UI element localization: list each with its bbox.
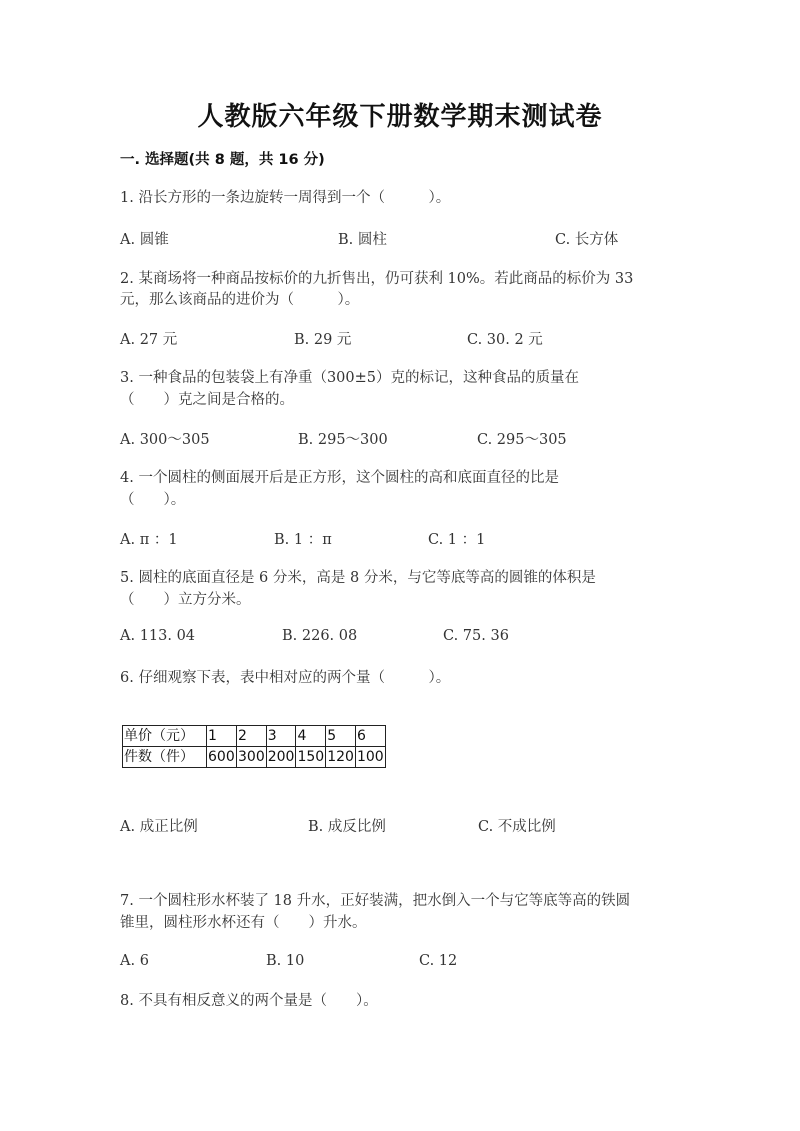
question-4-option-a: A. π ：1 (120, 532, 178, 548)
table-cell: 100 (355, 747, 385, 768)
question-1-text: 1. 沿长方形的一条边旋转一周得到一个（ ）。 (120, 190, 451, 206)
question-3-text-line-2: （ ）克之间是合格的。 (120, 392, 294, 408)
question-4-text-line-2: （ ）。 (120, 492, 186, 508)
table-cell: 200 (266, 747, 296, 768)
question-1-option-a: A. 圆锥 (120, 232, 169, 248)
table-cell: 6 (355, 726, 385, 747)
question-3-option-b: B. 295～300 (298, 432, 388, 448)
question-4-option-c: C. 1 ：1 (428, 532, 486, 548)
table-row-label: 单价（元） (123, 726, 207, 747)
table-cell: 150 (296, 747, 326, 768)
question-6-option-c: C. 不成比例 (478, 819, 556, 835)
question-6-option-a: A. 成正比例 (120, 819, 198, 835)
question-7-text-line-1: 7. 一个圆柱形水杯装了 18 升水，正好装满，把水倒入一个与它等底等高的铁圆 (120, 893, 631, 909)
table-cell: 2 (237, 726, 267, 747)
question-8-text: 8. 不具有相反意义的两个量是（ ）。 (120, 993, 378, 1009)
question-4-option-b: B. 1 ：π (274, 532, 332, 548)
table-cell: 4 (296, 726, 326, 747)
question-7-text-line-2: 锥里，圆柱形水杯还有（ ）升水。 (120, 915, 367, 931)
table-cell: 120 (326, 747, 356, 768)
question-3-text-line-1: 3. 一种食品的包装袋上有净重（300±5）克的标记，这种食品的质量在 (120, 370, 579, 386)
page-title: 人教版六年级下册数学期末测试卷 (197, 102, 603, 132)
table-cell: 600 (207, 747, 237, 768)
question-2-option-c: C. 30. 2 元 (467, 332, 543, 348)
question-5-option-a: A. 113. 04 (120, 628, 196, 644)
question-2-text-line-2: 元，那么该商品的进价为（ ）。 (120, 292, 360, 308)
question-6-text: 6. 仔细观察下表，表中相对应的两个量（ ）。 (120, 670, 451, 686)
question-7-option-a: A. 6 (120, 953, 149, 969)
section-heading: 一. 选择题(共 8 题，共 16 分) (120, 152, 325, 168)
question-5-text-line-2: （ ）立方分米。 (120, 592, 251, 608)
data-table (122, 725, 386, 768)
table-row-quantity (123, 747, 386, 768)
table-cell: 1 (207, 726, 237, 747)
table-cell: 3 (266, 726, 296, 747)
question-6-option-b: B. 成反比例 (308, 819, 386, 835)
question-5-option-c: C. 75. 36 (443, 628, 509, 644)
question-1-option-b: B. 圆柱 (338, 232, 387, 248)
question-2-text-line-1: 2. 某商场将一种商品按标价的九折售出，仍可获利 10%。若此商品的标价为 33 (120, 271, 634, 287)
question-4-text-line-1: 4. 一个圆柱的侧面展开后是正方形，这个圆柱的高和底面直径的比是 (120, 470, 559, 486)
question-3-option-c: C. 295～305 (477, 432, 567, 448)
question-7-option-c: C. 12 (419, 953, 458, 969)
question-1-option-c: C. 长方体 (555, 232, 619, 248)
table-cell: 300 (237, 747, 267, 768)
question-3-option-a: A. 300～305 (120, 432, 210, 448)
table-cell: 5 (326, 726, 356, 747)
table-row-label: 件数（件） (123, 747, 207, 768)
question-2-option-b: B. 29 元 (294, 332, 352, 348)
question-5-text-line-1: 5. 圆柱的底面直径是 6 分米，高是 8 分米，与它等底等高的圆锥的体积是 (120, 570, 596, 586)
table-row-price (123, 726, 386, 747)
question-5-option-b: B. 226. 08 (282, 628, 358, 644)
question-7-option-b: B. 10 (266, 953, 305, 969)
question-2-option-a: A. 27 元 (120, 332, 178, 348)
